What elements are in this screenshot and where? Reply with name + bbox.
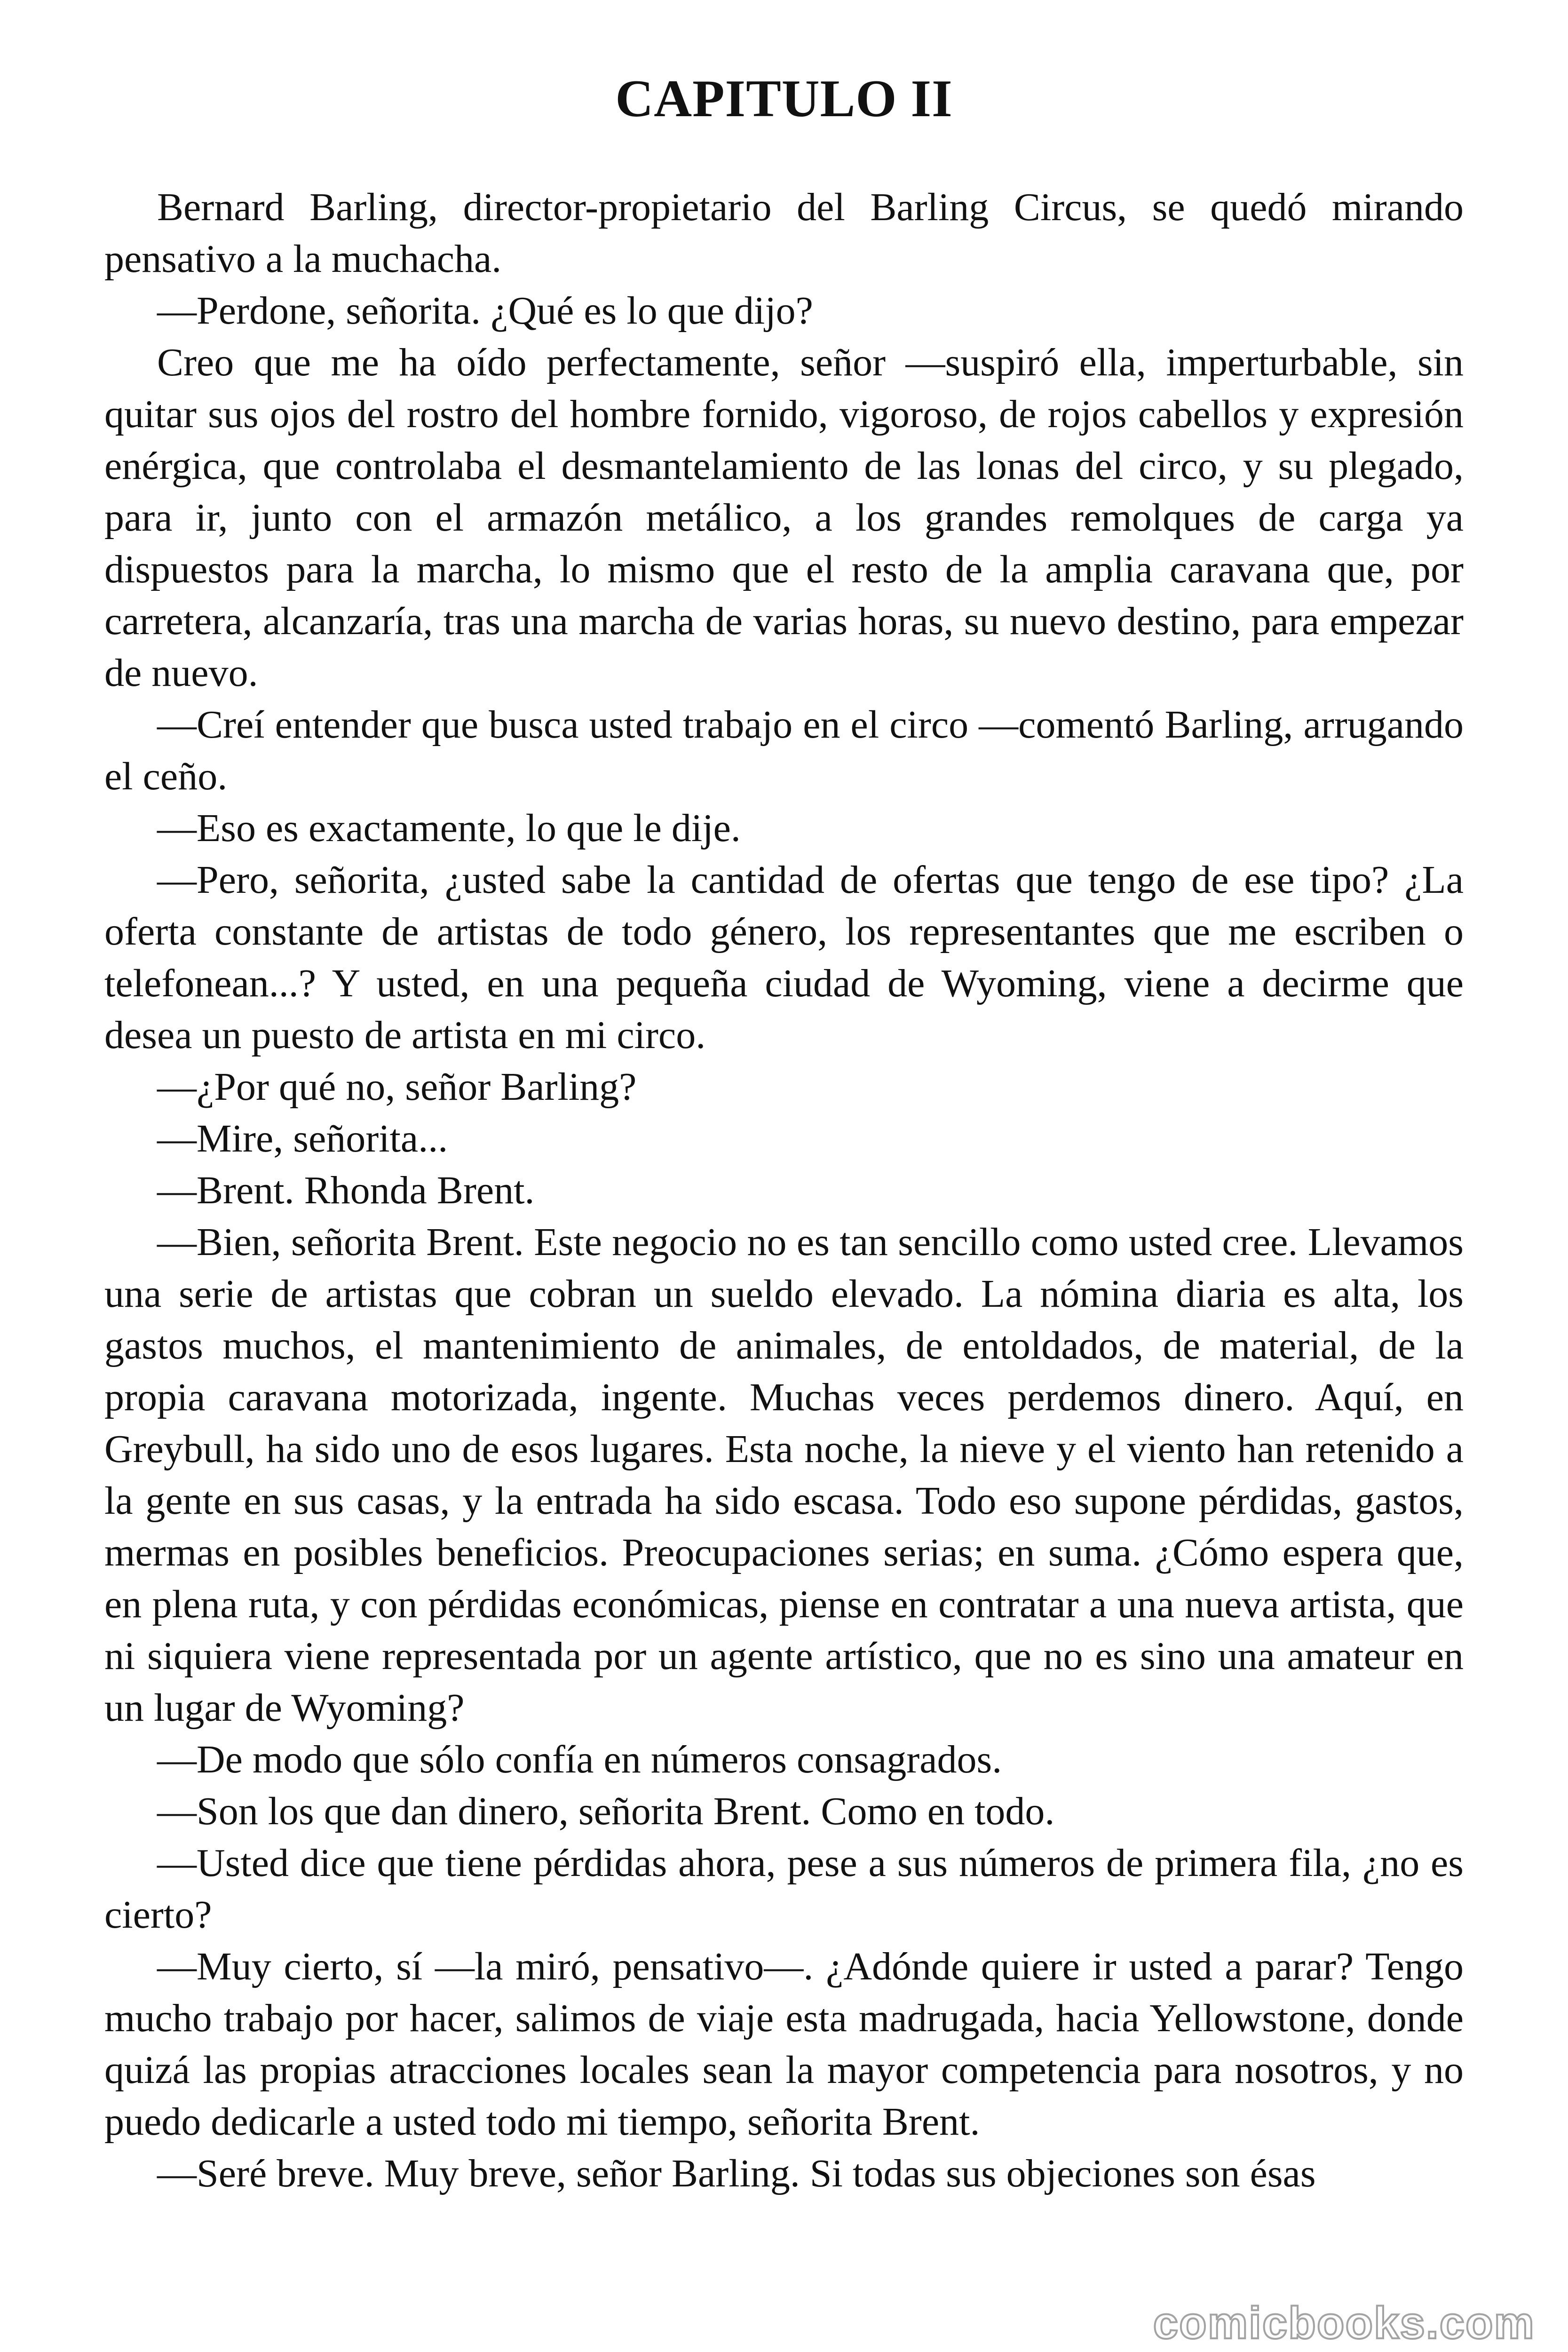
paragraph: —Mire, señorita... — [157, 1117, 448, 1160]
paragraph: —¿Por qué no, señor Barling? — [157, 1065, 637, 1109]
paragraph: —Seré breve. Muy breve, señor Barling. Si todas sus objeciones son ésas — [157, 2152, 1316, 2195]
paragraph: —Creí entender que busca usted trabajo en el circo —comentó Barling, arrugando el ceño. — [104, 703, 1464, 798]
paragraph: —Eso es exactamente, lo que le dije. — [157, 806, 741, 850]
chapter-body — [104, 182, 1464, 2200]
paragraph: —De modo que sólo confía en números consagrados. — [157, 1738, 1002, 1781]
paragraph: Bernard Barling, director-propietario del Barling Circus, se quedó mirando pensativo a la muchacha. — [104, 185, 1464, 281]
chapter-title: CAPITULO II — [615, 70, 953, 128]
paragraph: —Muy cierto, sí —la miró, pensativo—. ¿Adónde quiere ir usted a parar? Tengo mucho trabajo por hacer, salimos de viaje esta madrugada, hacia Yellowstone, donde quizá las propias atracciones locales sean la mayor competencia para nosotros, y no puedo dedicarle a usted todo mi tiempo, señorita Brent. — [104, 1945, 1464, 2144]
paragraph: —Pero, señorita, ¿usted sabe la cantidad de ofertas que tengo de ese tipo? ¿La oferta constante de artistas de todo género, los representantes que me escriben o telefonean...? Y usted, en una pequeña ciudad de Wyoming, viene a decirme que desea un puesto de artista en mi circo. — [104, 858, 1464, 1057]
paragraph: —Brent. Rhonda Brent. — [157, 1168, 535, 1212]
paragraph: —Usted dice que tiene pérdidas ahora, pese a sus números de primera fila, ¿no es cierto? — [104, 1841, 1464, 1937]
paragraph: Creo que me ha oído perfectamente, señor —suspiró ella, imperturbable, sin quitar sus ojos del rostro del hombre fornido, vigoroso, de rojos cabellos y expresión enérgica, que controlaba el desmantelamiento de las lonas del circo, y su plegado, para ir, junto con el armazón metálico, a los grandes remolques de carga ya dispuestos para la marcha, lo mismo que el resto de la amplia caravana que, por carretera, alcanzaría, tras una marcha de varias horas, su nuevo destino, para empezar de nuevo. — [104, 341, 1464, 695]
paragraph: —Perdone, señorita. ¿Qué es lo que dijo? — [157, 289, 813, 333]
paragraph: —Son los que dan dinero, señorita Brent. Como en todo. — [157, 1789, 1055, 1833]
paragraph: —Bien, señorita Brent. Este negocio no es tan sencillo como usted cree. Llevamos una serie de artistas que cobran un sueldo elevado. La nómina diaria es alta, los gastos muchos, el mantenimiento de animales, de entoldados, de material, de la propia caravana motorizada, ingente. Muchas veces perdemos dinero. Aquí, en Greybull, ha sido uno de esos lugares. Esta noche, la nieve y el viento han retenido a la gente en sus casas, y la entrada ha sido escasa. Todo eso supone pérdidas, gastos, mermas en posibles beneficios. Preocupaciones serias; en suma. ¿Cómo espera que, en plena ruta, y con pérdidas económicas, piense en contratar a una nueva artista, que ni siquiera viene representada por un agente artístico, que no es sino una amateur en un lugar de Wyoming? — [104, 1220, 1464, 1730]
watermark: comicbooks.com — [1153, 2298, 1535, 2348]
